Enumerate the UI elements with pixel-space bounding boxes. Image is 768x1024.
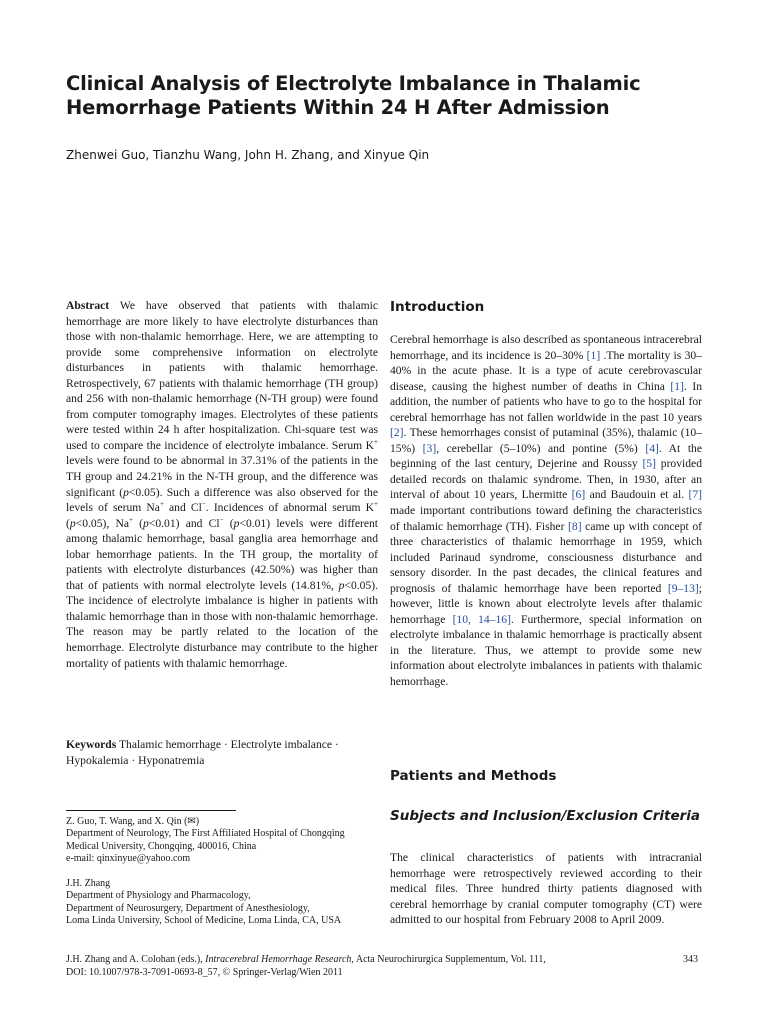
abstract-label: Abstract: [66, 299, 110, 312]
citation-link[interactable]: [10, 14–16]: [452, 612, 511, 626]
methods-body: The clinical characteristics of patients with intracranial hemorrhage were retrospectively reviewed according to their medical files. Three hundred thirty patients diagnosed with cerebral hemorrhage by cranial computer tomography (CT) were admitted to our hospital from February 2008 to April 2009.: [390, 851, 702, 927]
affiliation-block-1: Z. Guo, T. Wang, and X. Qin (✉) Department of Neurology, The First Affiliated Hospital of Chongqing Medical University, Chongqing, 400016, China e-mail: qinxinyue@yahoo.com: [66, 816, 378, 866]
citation-link[interactable]: [3]: [422, 441, 437, 455]
footnote-divider: [66, 810, 236, 811]
citation-link[interactable]: [5]: [642, 457, 656, 471]
keywords: [66, 737, 378, 768]
citation-link[interactable]: [6]: [571, 488, 586, 502]
citation-link[interactable]: [2]: [390, 426, 404, 440]
introduction-body: Cerebral hemorrhage is also described as spontaneous intracerebral hemorrhage, and its incidence is 20–30% [1] .The mortality is 30–40% in the acute phase. It is a type of acute cerebrovascular disease, causing the highest number of deaths in China [1]. In addition, the number of patients who have to go to the hospital for cerebral hemorrhage has not fallen worldwide in the past 10 years [2]. These hemorrhages consist of putaminal (35%), thalamic (10–15%) [3], cerebellar (5–10%) and pontine (5%) [4]. At the beginning of the last century, Dejerine and Roussy [5] provided detailed records on thalamic syndrome. Then, in 1930, after an interval of about 10 years, Lhermitte [6] and Baudouin et al. [7] made important contributions toward defining the characteristics of thalamic hemorrhage (TH). Fisher [8] came up with concept of three characteristics of thalamic hemorrhage in 1959, which included Parinaud syndrome, consciousness disturbance and sensory disorder. In the past decades, the clinical features and prognosis of thalamic hemorrhage have been reported [9–13]; however, little is known about electrolyte levels after thalamic hemorrhage [10, 14–16]. Furthermore, special information on electrolyte imbalance in thalamic hemorrhage is practically absent in the literature. Thus, we attempt to provide some new information about electrolyte imbalances in patients with thalamic hemorrhage.: [390, 333, 702, 689]
keywords-list: Thalamic hemorrhage · Electrolyte imbalance · Hypokalemia · Hyponatremia: [66, 738, 339, 767]
introduction-heading: Introduction: [390, 299, 485, 315]
keywords-label: Keywords: [66, 738, 117, 751]
title-line-1: Clinical Analysis of Electrolyte Imbalance in Thalamic: [66, 72, 641, 95]
methods-subheading: Subjects and Inclusion/Exclusion Criteria: [390, 808, 701, 824]
citation-link[interactable]: [1]: [586, 348, 601, 362]
affiliation-block-2: J.H. Zhang Department of Physiology and Pharmacology, Department of Neurosurgery, Department of Anesthesiology, Loma Linda University, School of Medicine, Loma Linda, CA, USA: [66, 878, 342, 927]
doi-line: DOI: 10.1007/978-3-7091-0693-8_57, © Springer-Verlag/Wien 2011: [66, 966, 343, 978]
citation-link[interactable]: [8]: [568, 519, 582, 533]
page-footer: [66, 954, 706, 979]
author-email[interactable]: e-mail: qinxinyue@yahoo.com: [66, 853, 191, 865]
page-number: 343: [683, 954, 698, 965]
citation-line: J.H. Zhang and A. Colohan (eds.), Intracerebral Hemorrhage Research, Acta Neurochirurgica Supplementum, Vol. 111,: [66, 954, 546, 965]
abstract: Abstract We have observed that patients with thalamic hemorrhage are more likely to have electrolyte disturbances than those with non-thalamic hemorrhage. Here, we are attempting to provide some comprehensive information on electrolyte disturbances in patients with thalamic hemorrhage. Retrospectively, 67 patients with thalamic hemorrhage (TH group) and 256 with non-thalamic hemorrhage (N-TH group) were found from computer tomography images. Electrolytes of these patients were tested within 24 h after hospitalization. Chi-square test was used to compare the incidence of electrolyte imbalance. Serum K+ levels were found to be abnormal in 37.31% of the patients in the TH group and 24.21% in the N-TH group, and the difference was significant (p<0.05). Such a difference was also observed for the levels of serum Na+ and Cl−. Incidences of abnormal serum K+ (p<0.05), Na+ (p<0.01) and Cl− (p<0.01) levels were different among thalamic hemorrhage, basal ganglia area hemorrhage and lobar hemorrhage patients. In the TH group, the mortality of patients with electrolyte disturbances (42.50%) was higher than that of patients with normal electrolyte levels (14.81%, p<0.05). The incidence of electrolyte imbalance is higher in patients with thalamic hemorrhage than in those with non-thalamic hemorrhage. The reason may be partly related to the location of the hemorrhage. Electrolyte disturbance may contribute to the higher mortality of patients with thalamic hemorrhage.: [66, 299, 379, 670]
citation-link[interactable]: [1]: [670, 379, 684, 393]
author-list: Zhenwei Guo, Tianzhu Wang, John H. Zhang, and Xinyue Qin: [66, 148, 430, 162]
citation-link[interactable]: [7]: [688, 488, 702, 502]
citation-link[interactable]: [9–13]: [667, 581, 699, 595]
methods-heading: Patients and Methods: [390, 768, 557, 784]
citation-link[interactable]: [4]: [645, 441, 659, 455]
title-line-2: Hemorrhage Patients Within 24 H After Admission: [66, 96, 610, 119]
paper-title: [66, 72, 706, 120]
